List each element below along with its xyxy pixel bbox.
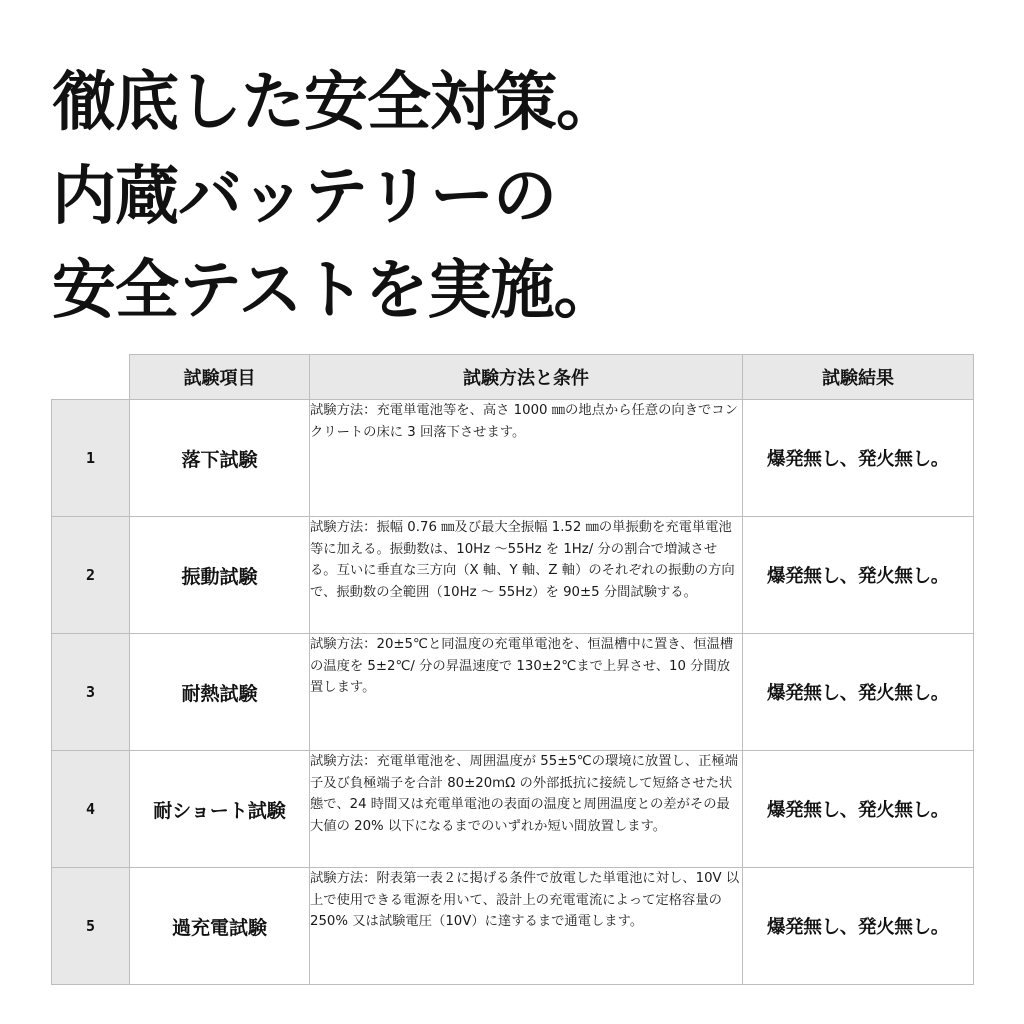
safety-test-table [51,354,974,985]
test-result: 爆発無し、発火無し。 [743,868,974,985]
headline-line: 徹底した安全対策。 [52,66,619,140]
column-header-test-item: 試験項目 [130,355,310,400]
row-number: 3 [52,634,130,751]
test-name: 振動試験 [130,517,310,634]
row-number: 5 [52,868,130,985]
headline-line: 安全テストを実施。 [52,254,617,328]
table-row [52,517,974,634]
table-row [52,751,974,868]
test-name: 耐熱試験 [130,634,310,751]
test-method: 試験方法：充電単電池等を、高さ 1000 ㎜の地点から任意の向きでコンクリートの床に 3 回落下させます。 [310,400,743,517]
test-method: 試験方法：20±5℃と同温度の充電単電池を、恒温槽中に置き、恒温槽の温度を 5±2℃/ 分の昇温速度で 130±2℃まで上昇させ、10 分間放置します。 [310,634,743,751]
table-row [52,634,974,751]
test-result: 爆発無し、発火無し。 [743,517,974,634]
test-name: 落下試験 [130,400,310,517]
column-header-result: 試験結果 [743,355,974,400]
headline-line: 内蔵バッテリーの [52,160,556,234]
test-result: 爆発無し、発火無し。 [743,634,974,751]
test-name: 過充電試験 [130,868,310,985]
test-method: 試験方法：附表第一表２に掲げる条件で放電した単電池に対し、10V 以上で使用できる電源を用いて、設計上の充電電流によって定格容量の 250% 又は試験電圧（10V）に達するまで通電します。 [310,868,743,985]
table-header-row [52,355,974,400]
table-row [52,400,974,517]
page-headline [52,56,619,338]
table-row [52,868,974,985]
table-corner [52,355,130,400]
test-name: 耐ショート試験 [130,751,310,868]
test-result: 爆発無し、発火無し。 [743,751,974,868]
row-number: 1 [52,400,130,517]
row-number: 2 [52,517,130,634]
test-result: 爆発無し、発火無し。 [743,400,974,517]
row-number: 4 [52,751,130,868]
test-method: 試験方法：振幅 0.76 ㎜及び最大全振幅 1.52 ㎜の単振動を充電単電池等に加える。振動数は、10Hz ～55Hz を 1Hz/ 分の割合で増減させる。互いに垂直な三方向（X 軸、Y 軸、Z 軸）のそれぞれの振動の方向で、振動数の全範囲（10Hz ～ 55Hz）を 90±5 分間試験する。 [310,517,743,634]
column-header-method: 試験方法と条件 [310,355,743,400]
test-method: 試験方法：充電単電池を、周囲温度が 55±5℃の環境に放置し、正極端子及び負極端子を合計 80±20mΩ の外部抵抗に接続して短絡させた状態で、24 時間又は充電単電池の表面の温度と周囲温度との差がその最大値の 20% 以下になるまでのいずれか短い間放置します。 [310,751,743,868]
